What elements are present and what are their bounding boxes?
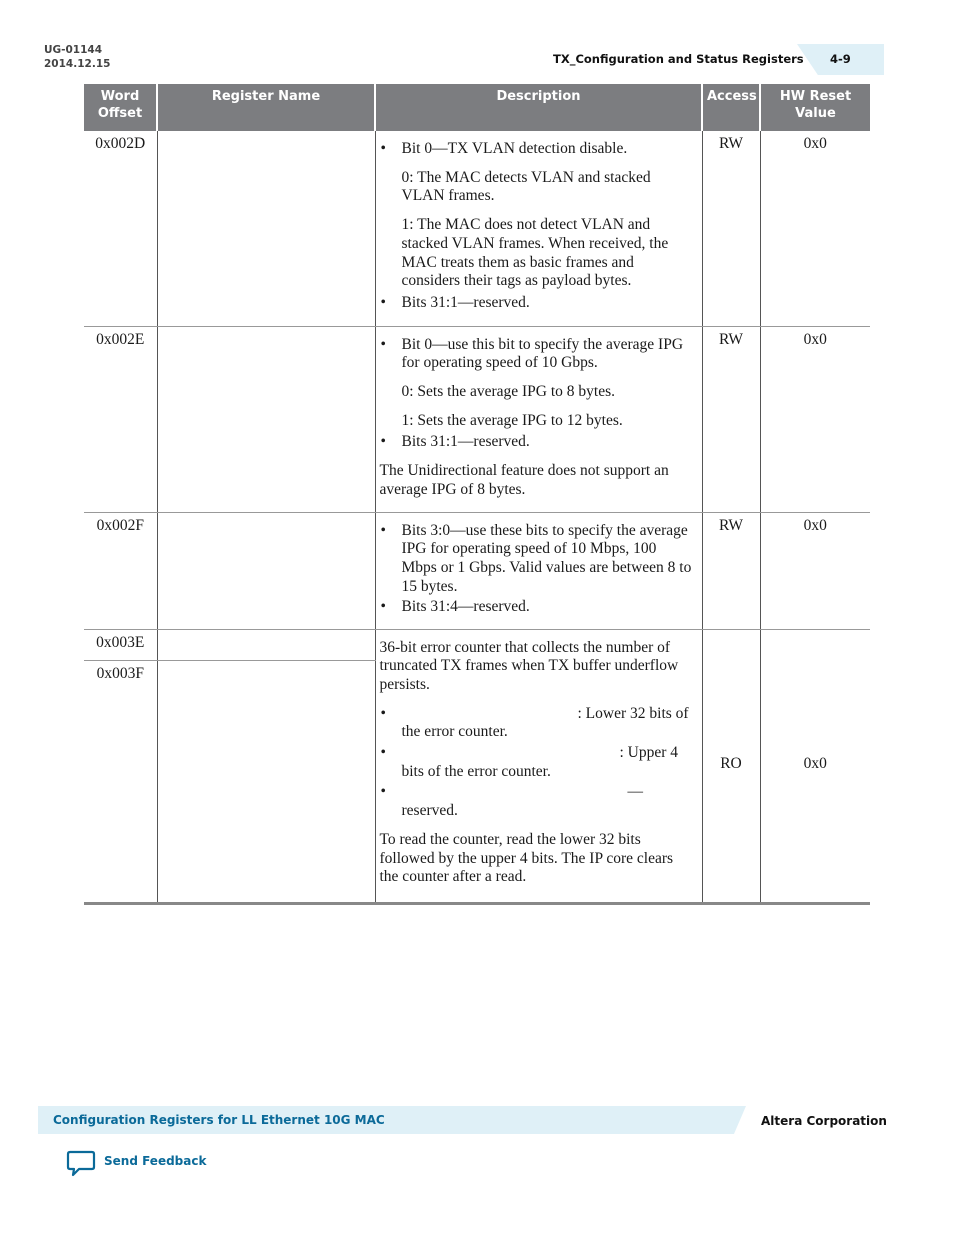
- list-item-line: • : Upper 4: [619, 744, 679, 762]
- table-header-row: [84, 84, 870, 131]
- bullet-list: [380, 522, 696, 618]
- description-cell: [375, 131, 702, 326]
- register-name-cell: [157, 326, 375, 512]
- list-item-line: reserved.: [401, 802, 458, 820]
- access-cell: RW: [702, 512, 760, 629]
- speech-bubble-icon[interactable]: [66, 1150, 96, 1177]
- outro-paragraph: To read the counter, read the lower 32 bits followed by the upper 4 bits. The IP core clears the counter after a read.: [379, 830, 674, 886]
- doc-number: UG-01144: [44, 44, 103, 56]
- access-cell: RW: [702, 326, 760, 512]
- header-description: Description: [375, 84, 702, 131]
- register-name-cell: [157, 512, 375, 629]
- word-offset-cell: 0x002D: [84, 131, 157, 326]
- bullet-list: [380, 433, 696, 452]
- list-item: • Bits 31:1—reserved.: [380, 294, 696, 313]
- header-register-name: Register Name: [157, 84, 375, 131]
- bullet-list: [380, 294, 696, 313]
- list-item-line: bits of the error counter.: [401, 762, 551, 780]
- reset-value-cell: 0x0: [760, 629, 870, 904]
- header-hw-reset: HW Reset Value: [760, 84, 870, 131]
- sub-paragraph: 1: The MAC does not detect VLAN and stacked VLAN frames. When received, the MAC treats them as basic frames and considers their tags as payload bytes.: [401, 216, 669, 290]
- word-offset-cell: 0x003F: [84, 661, 157, 904]
- register-table: [84, 84, 870, 905]
- footer-company: Altera Corporation: [761, 1114, 887, 1128]
- document-id: [44, 43, 110, 71]
- list-item: • Bit 0—use this bit to specify the average IPG for operating speed of 10 Gbps.: [380, 336, 696, 373]
- word-offset-cell: 0x003E: [84, 629, 157, 661]
- word-offset-cell: 0x002E: [84, 326, 157, 512]
- note-paragraph: The Unidirectional feature does not support an average IPG of 8 bytes.: [379, 462, 669, 498]
- send-feedback-link[interactable]: Send Feedback: [104, 1154, 207, 1168]
- list-item: [380, 705, 696, 742]
- list-item: • Bits 31:4—reserved.: [380, 598, 696, 617]
- access-cell: RW: [702, 131, 760, 326]
- access-cell: RO: [702, 629, 760, 904]
- section-title: TX_Configuration and Status Registers: [553, 52, 804, 66]
- description-cell: [375, 629, 702, 904]
- reset-value-cell: 0x0: [760, 131, 870, 326]
- register-name-cell: [157, 629, 375, 661]
- register-name-cell: [157, 131, 375, 326]
- reset-value-cell: 0x0: [760, 326, 870, 512]
- intro-paragraph: 36-bit error counter that collects the number of truncated TX frames when TX buffer underflow persists.: [379, 638, 679, 693]
- list-item: [380, 783, 696, 820]
- description-cell: [375, 326, 702, 512]
- register-name-cell: [157, 661, 375, 904]
- list-item-line: • : Lower 32 bits of: [577, 704, 689, 722]
- table-row: [84, 512, 870, 629]
- word-offset-cell: 0x002F: [84, 512, 157, 629]
- list-item-line: the error counter.: [401, 723, 508, 741]
- sub-paragraph: 0: Sets the average IPG to 8 bytes.: [401, 382, 616, 400]
- reset-value-cell: 0x0: [760, 512, 870, 629]
- bullet-list: [380, 705, 696, 821]
- table-row: [84, 326, 870, 512]
- description-cell: [375, 512, 702, 629]
- header-word-offset: Word Offset: [84, 84, 157, 131]
- footer-title-link[interactable]: Configuration Registers for LL Ethernet 10G MAC: [53, 1113, 385, 1127]
- bullet-list: [380, 336, 696, 373]
- list-item: • Bit 0—TX VLAN detection disable.: [380, 140, 696, 159]
- sub-paragraph: 0: The MAC detects VLAN and stacked VLAN frames.: [401, 168, 651, 205]
- list-item: • Bits 3:0—use these bits to specify the average IPG for operating speed of 10 Mbps, 100 Mbps or 1 Gbps. Valid values are between 8 to 15 bytes.: [380, 522, 696, 597]
- page-number: 4-9: [830, 52, 851, 66]
- doc-date: 2014.12.15: [44, 58, 111, 70]
- list-item-line: • —: [627, 783, 643, 801]
- header-access: Access: [702, 84, 760, 131]
- table-row: [84, 131, 870, 326]
- list-item: [380, 744, 696, 781]
- bullet-list: [380, 140, 696, 159]
- list-item: • Bits 31:1—reserved.: [380, 433, 696, 452]
- table-row: [84, 629, 870, 661]
- sub-paragraph: 1: Sets the average IPG to 12 bytes.: [401, 411, 623, 429]
